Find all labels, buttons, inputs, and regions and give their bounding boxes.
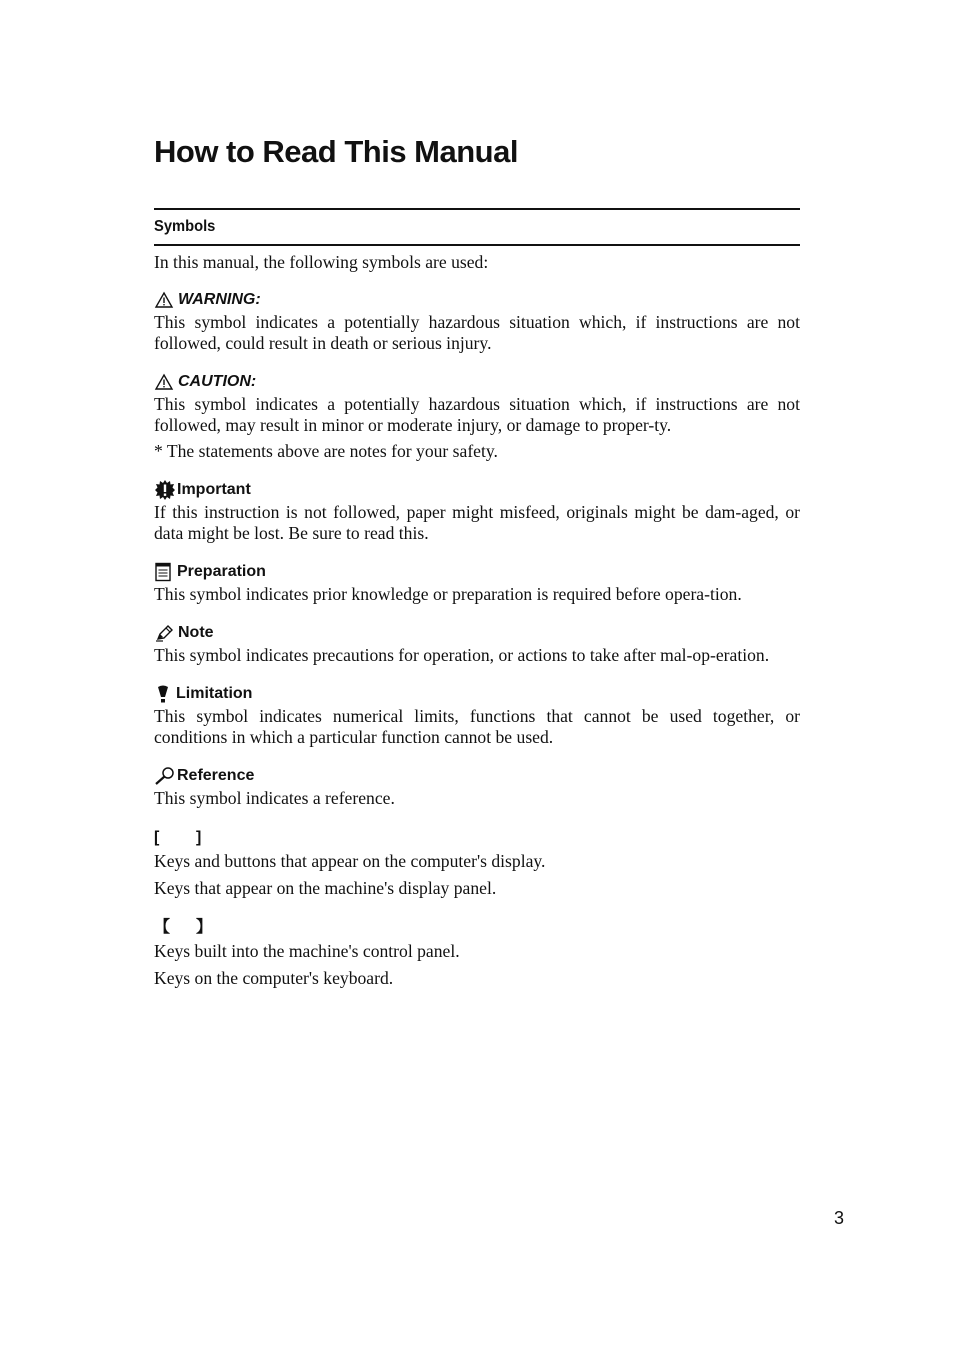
preparation-block: [154, 560, 800, 605]
page-title: How to Read This Manual: [154, 134, 518, 169]
safety-note: * The statements above are notes for your safety.: [154, 441, 498, 461]
limitation-heading: [154, 682, 800, 706]
reference-magnifier-icon: [154, 766, 176, 786]
hardware-keys-line-1: Keys built into the machine's control panel.: [154, 941, 460, 961]
section-heading: Symbols: [154, 218, 216, 235]
preparation-heading: [154, 560, 800, 584]
preparation-label: Preparation: [177, 563, 266, 580]
display-keys-line-2: Keys that appear on the machine's display panel.: [154, 878, 497, 898]
reference-text: This symbol indicates a reference.: [154, 788, 395, 808]
important-label: Important: [177, 481, 251, 498]
preparation-notepad-icon: [154, 562, 173, 582]
display-open-bracket: [: [154, 829, 160, 846]
display-keys-brackets: [154, 825, 800, 851]
note-pencil-icon: [154, 623, 174, 643]
note-heading: [154, 621, 800, 645]
top-rule: [154, 208, 800, 210]
display-keys-block: [154, 825, 800, 899]
limitation-label: Limitation: [176, 685, 253, 702]
bottom-rule: [154, 244, 800, 246]
hardware-keys-line-2: Keys on the computer's keyboard.: [154, 968, 394, 988]
warning-triangle-icon: [154, 291, 174, 309]
reference-label: Reference: [177, 767, 255, 784]
hardware-keys-brackets: [154, 915, 800, 941]
limitation-text: This symbol indicates numerical limits, functions that cannot be used together, or conditions in which a particular function cannot be used.: [154, 706, 800, 747]
display-close-bracket: ]: [196, 829, 202, 846]
caution-block: [154, 370, 800, 462]
important-burst-icon: [154, 479, 176, 501]
warning-heading: [154, 288, 800, 312]
reference-heading: [154, 764, 800, 788]
limitation-block: [154, 682, 800, 748]
warning-block: [154, 288, 800, 354]
page-number: 3: [834, 1208, 845, 1228]
important-text: If this instruction is not followed, paper might misfeed, originals might be dam-aged, or data might be lost. Be sure to read this.: [154, 502, 800, 543]
note-text: This symbol indicates precautions for operation, or actions to take after mal-op-eration.: [154, 645, 770, 665]
note-label: Note: [178, 624, 214, 641]
note-block: [154, 621, 800, 666]
limitation-exclamation-icon: [154, 684, 172, 704]
important-heading: [154, 478, 800, 502]
warning-text: This symbol indicates a potentially hazardous situation which, if instructions are not followed, could result in death or serious injury.: [154, 312, 800, 353]
caution-text: This symbol indicates a potentially hazardous situation which, if instructions are not followed, may result in minor or moderate injury, or damage to proper-ty.: [154, 394, 800, 435]
warning-label: WARNING:: [178, 291, 261, 308]
reference-block: [154, 764, 800, 809]
symbols-content: [154, 252, 800, 1005]
important-block: [154, 478, 800, 544]
hardware-keys-block: [154, 915, 800, 989]
hardware-open-bracket: 【: [154, 919, 171, 936]
caution-triangle-icon: [154, 373, 174, 391]
display-keys-line-1: Keys and buttons that appear on the computer's display.: [154, 851, 546, 871]
hardware-close-bracket: 】: [196, 919, 213, 936]
caution-label: CAUTION:: [178, 373, 257, 390]
preparation-text: This symbol indicates prior knowledge or preparation is required before opera-tion.: [154, 584, 742, 604]
intro-text: In this manual, the following symbols are used:: [154, 252, 489, 272]
caution-heading: [154, 370, 800, 394]
